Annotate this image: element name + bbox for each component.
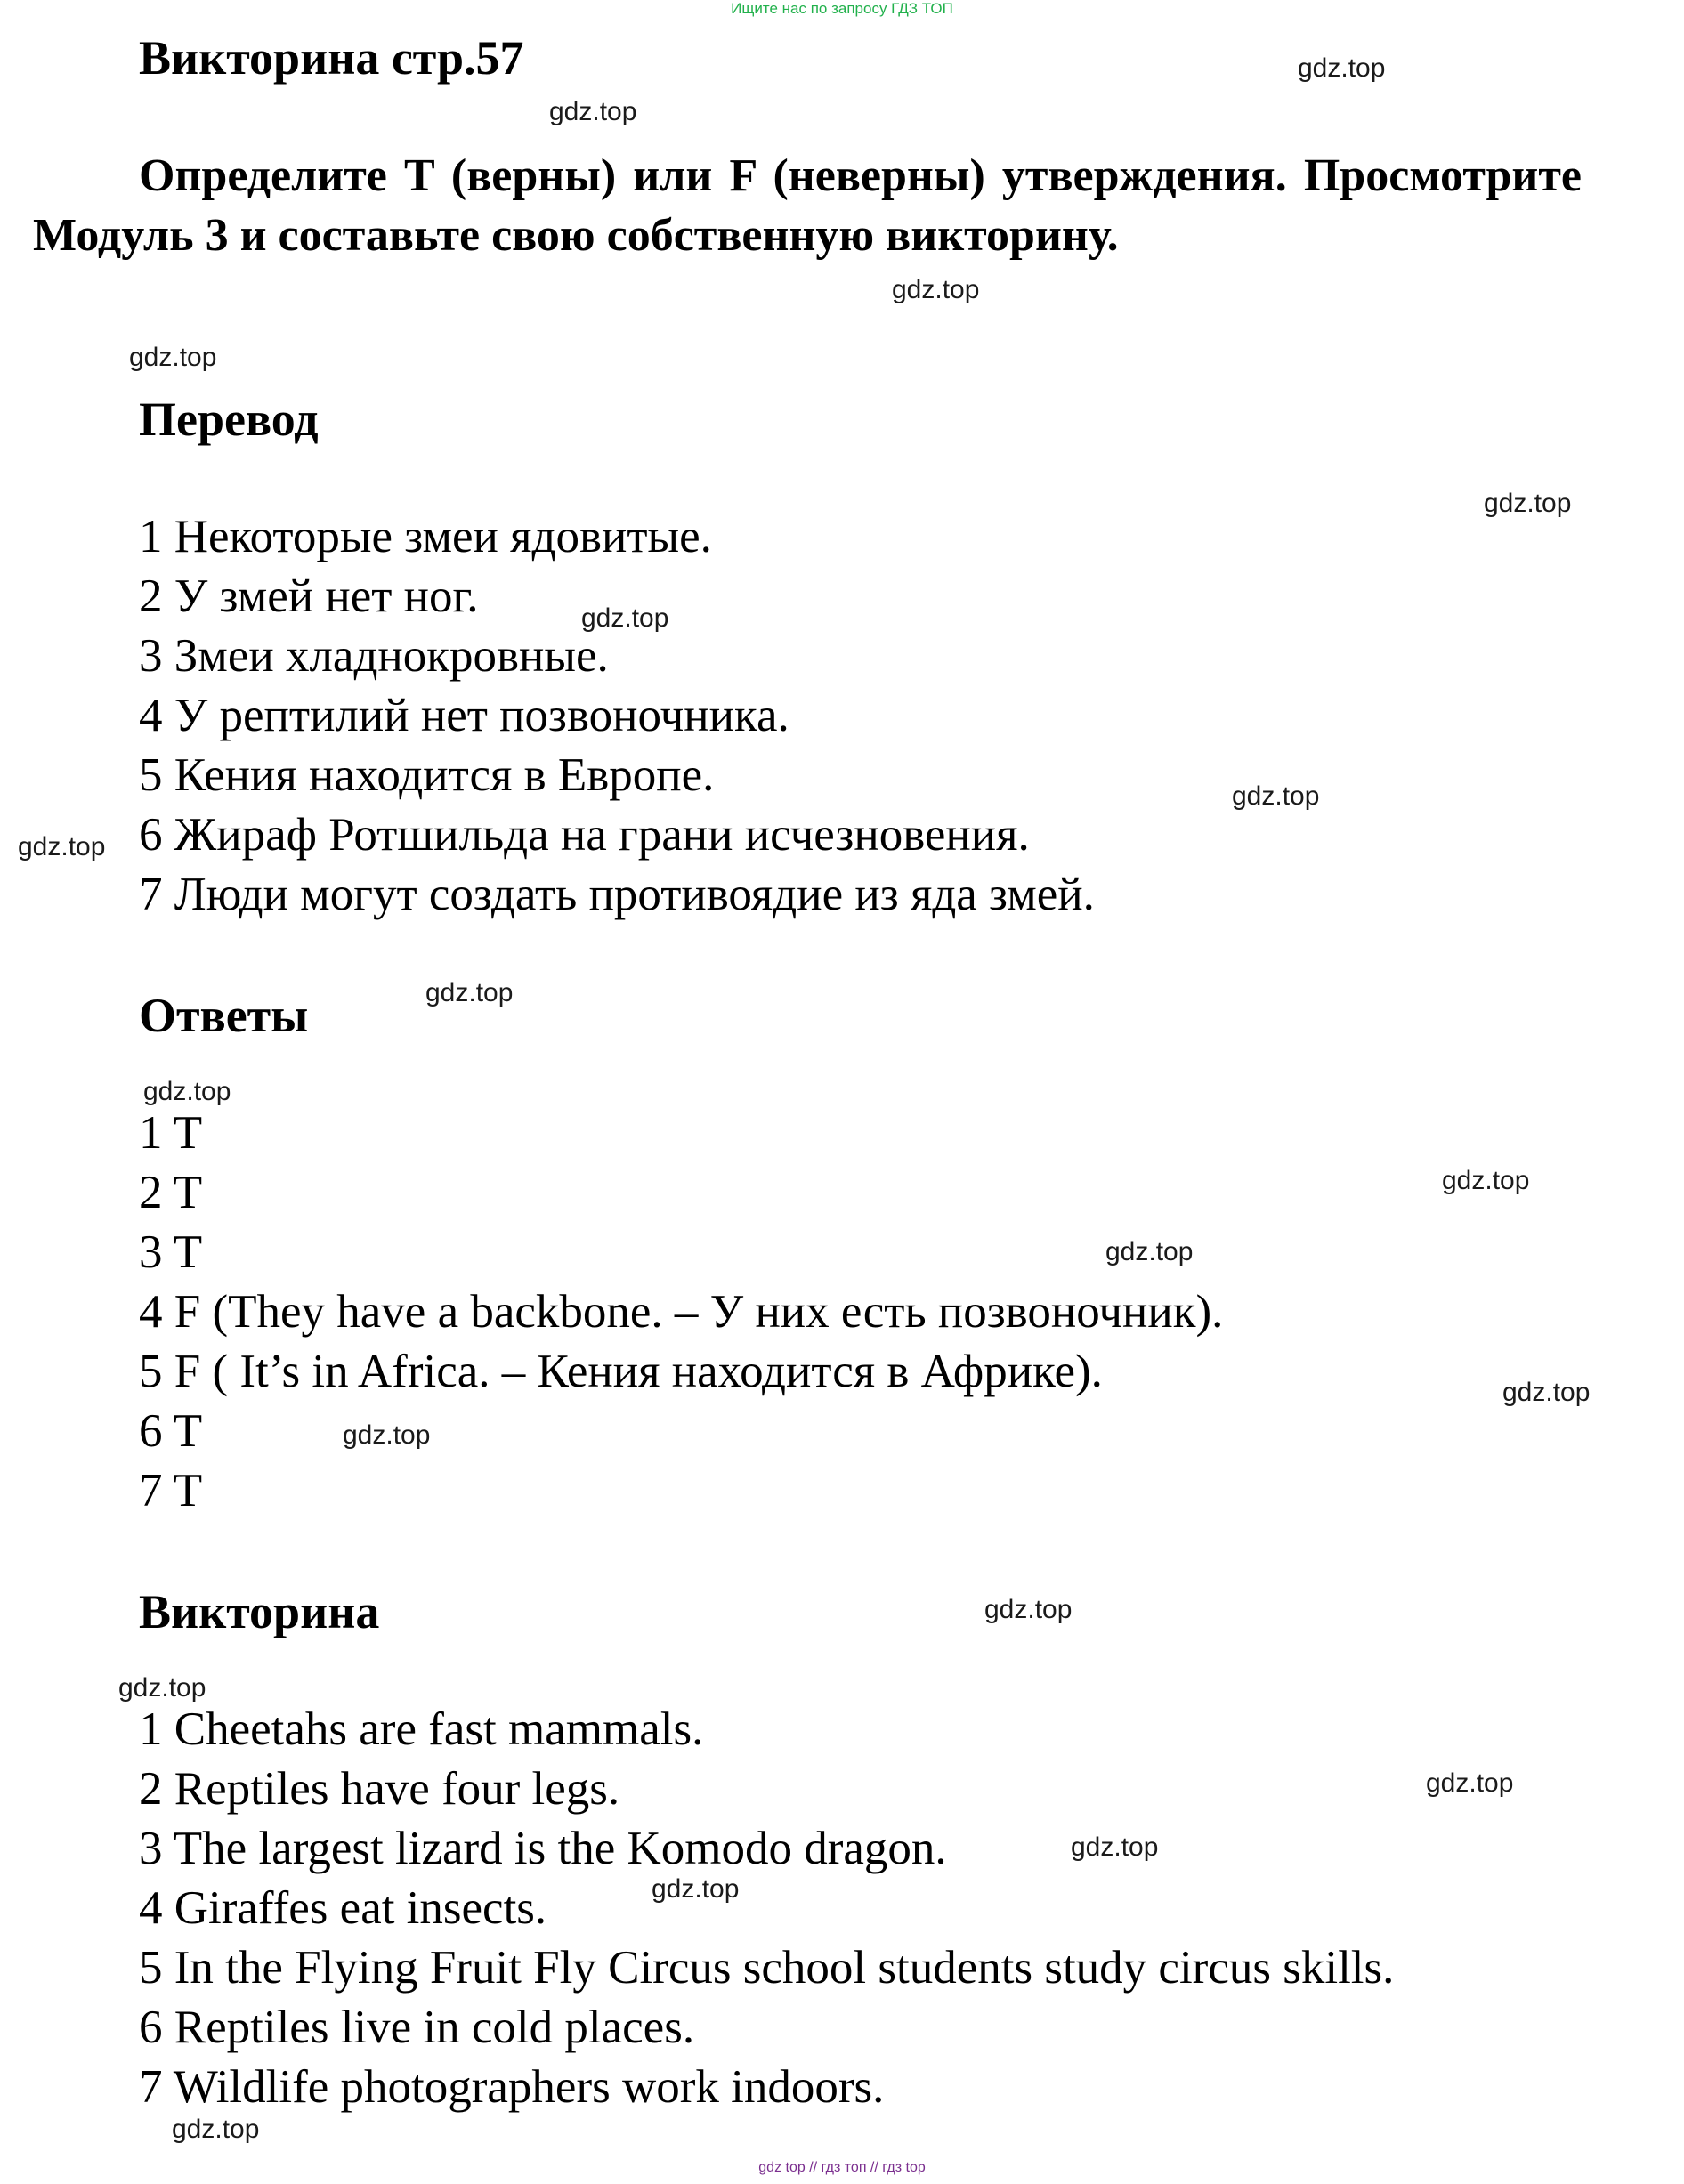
list-item: 2 У змей нет ног.	[139, 570, 479, 622]
list-item: 2 Reptiles have four legs.	[139, 1763, 620, 1815]
watermark: gdz.top	[892, 275, 980, 304]
watermark: gdz.top	[172, 2115, 260, 2144]
list-item: 7 Wildlife photographers work indoors.	[139, 2061, 885, 2113]
watermark: gdz.top	[1426, 1768, 1514, 1798]
watermark: gdz.top	[343, 1420, 431, 1450]
translation-heading: Перевод	[139, 392, 319, 446]
watermark: gdz.top	[1442, 1166, 1530, 1195]
watermark: gdz.top	[425, 978, 514, 1007]
list-item: 1 Cheetahs are fast mammals.	[139, 1703, 704, 1755]
list-item: 6 Жираф Ротшильда на грани исчезновения.	[139, 809, 1030, 861]
list-item: 7 T	[139, 1465, 203, 1517]
watermark: gdz.top	[549, 97, 637, 126]
list-item: 3 The largest lizard is the Komodo dragon.	[139, 1823, 947, 1874]
list-item: 6 Reptiles live in cold places.	[139, 2002, 695, 2053]
watermark: gdz.top	[581, 603, 669, 633]
page-title: Викторина стр.57	[139, 31, 524, 85]
list-item: 5 F ( It’s in Africa. – Кения находится в Африке).	[139, 1346, 1103, 1397]
list-item: 6 T	[139, 1405, 203, 1457]
watermark: gdz.top	[652, 1874, 740, 1904]
watermark: gdz.top	[1484, 489, 1572, 518]
watermark: gdz.top	[1232, 781, 1320, 811]
list-item: 3 T	[139, 1226, 203, 1278]
quiz-heading: Викторина	[139, 1585, 380, 1638]
task-instructions: Определите T (верны) или F (неверны) утверждения. Просмотрите Модуль 3 и составьте свою собственную викторину.	[33, 150, 1582, 261]
watermark: gdz.top	[129, 343, 217, 372]
list-item: 2 T	[139, 1167, 203, 1218]
footer-links: gdz top // гдз топ // гдз top	[758, 2160, 926, 2175]
list-item: 5 In the Flying Fruit Fly Circus school students study circus skills.	[139, 1942, 1395, 1994]
watermark: gdz.top	[1071, 1832, 1159, 1862]
list-item: 4 У рептилий нет позвоночника.	[139, 690, 789, 741]
list-item: 1 T	[139, 1107, 203, 1159]
answers-heading: Ответы	[139, 989, 309, 1042]
watermark: gdz.top	[1502, 1378, 1591, 1407]
list-item: 4 Giraffes eat insects.	[139, 1882, 547, 1934]
watermark: gdz.top	[118, 1673, 206, 1703]
list-item: 7 Люди могут создать противоядие из яда змей.	[139, 869, 1095, 920]
quiz-list	[139, 1700, 1394, 2117]
watermark: gdz.top	[1105, 1237, 1194, 1266]
list-item: 1 Некоторые змеи ядовитые.	[139, 511, 712, 562]
watermark: gdz.top	[143, 1077, 231, 1106]
watermark: gdz.top	[984, 1595, 1073, 1624]
top-banner: Ищите нас по запросу ГДЗ ТОП	[731, 0, 953, 17]
watermark: gdz.top	[18, 832, 106, 861]
watermark: gdz.top	[1298, 53, 1386, 83]
answers-list	[139, 1104, 1223, 1521]
list-item: 4 F (They have a backbone. – У них есть позвоночник).	[139, 1286, 1224, 1338]
translation-list	[139, 507, 1095, 925]
list-item: 5 Кения находится в Европе.	[139, 749, 715, 801]
list-item: 3 Змеи хладнокровные.	[139, 630, 609, 682]
